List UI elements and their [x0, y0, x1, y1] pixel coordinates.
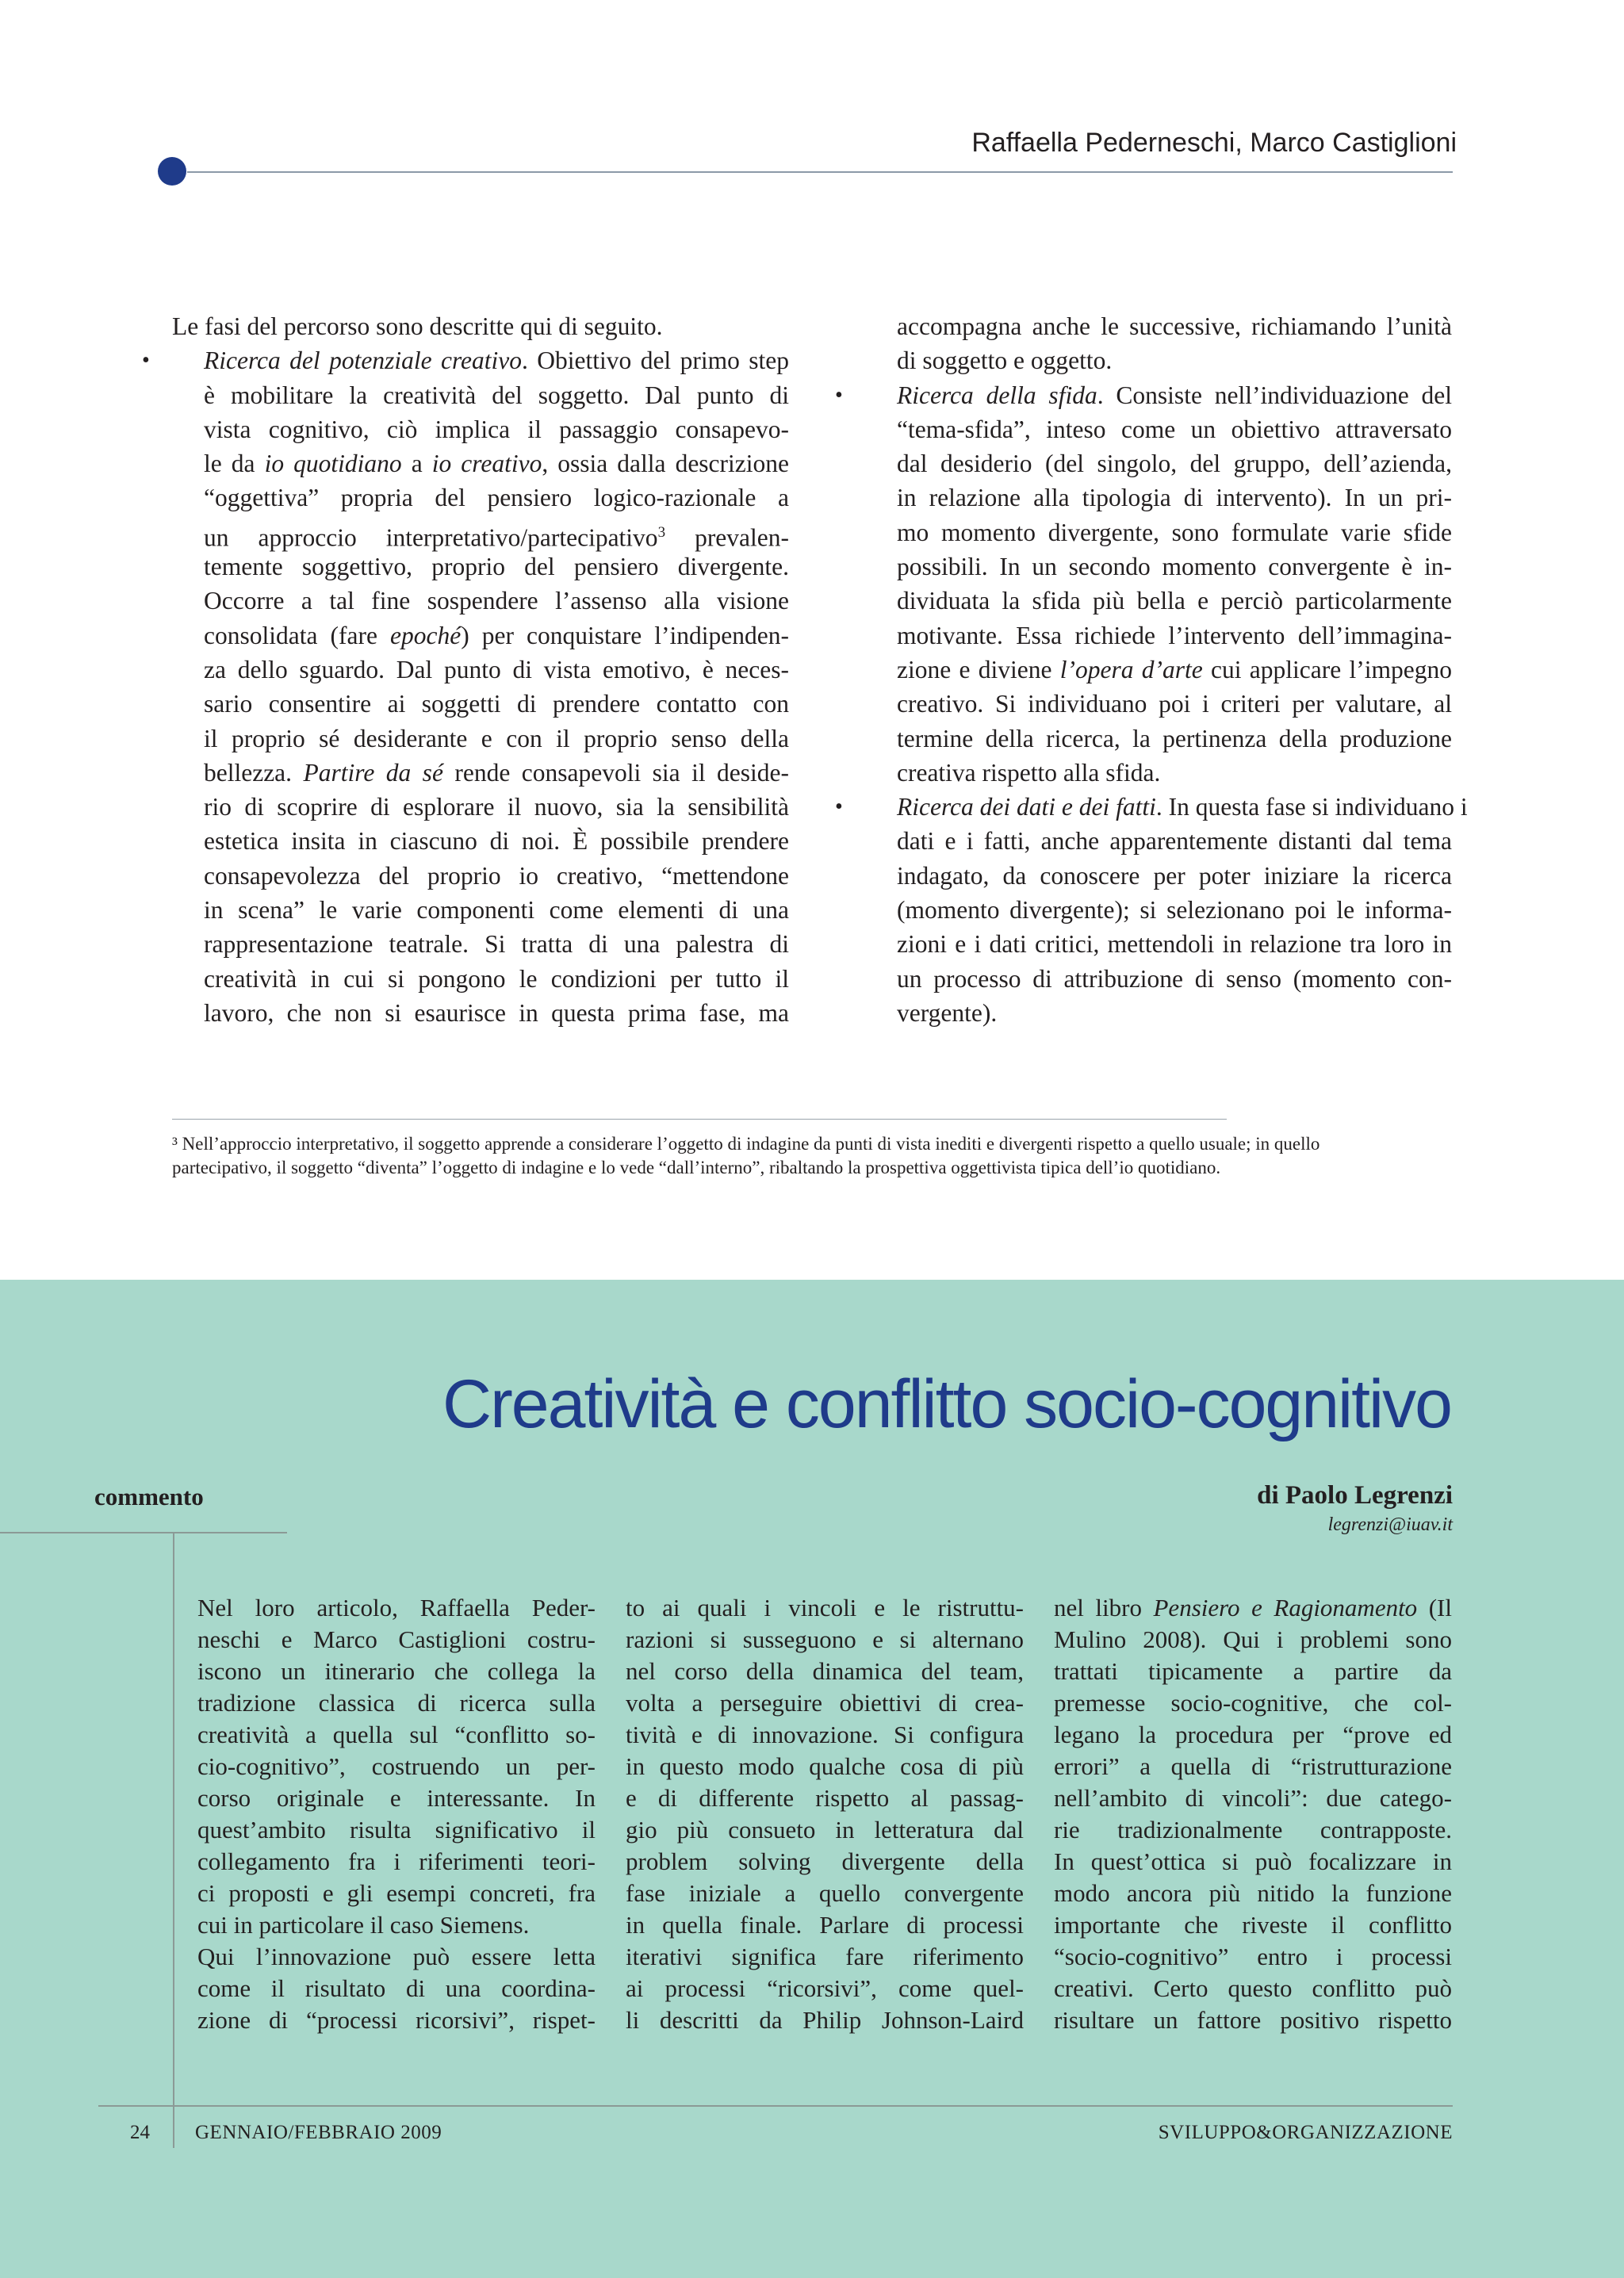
commentary-text-line: razioni si susseguono e si alternano [626, 1625, 1024, 1653]
commentary-text-line: gio più consueto in letteratura dal [626, 1816, 1024, 1843]
commentary-text-line: li descritti da Philip Johnson-Laird [626, 2006, 1024, 2034]
body-text-line: dividuata la sfida più bella e perciò particolarmente [897, 587, 1452, 615]
article-column-right [835, 309, 1468, 1030]
commentary-text-line: collegamento fra i riferimenti teori- [197, 1847, 596, 1875]
bullet-marker: • [835, 382, 843, 408]
body-text-line: “oggettiva” propria del pensiero logico-razionale a [204, 484, 789, 512]
commentary-text-line: premesse socio-cognitive, che col- [1054, 1689, 1452, 1717]
bullet-marker: • [142, 348, 150, 373]
article-column-left [142, 309, 789, 1030]
body-text-line: termine della ricerca, la pertinenza della produzione [897, 724, 1452, 752]
body-text-line: dal desiderio (del singolo, del gruppo, dell’azienda, [897, 450, 1452, 478]
commentary-text-line: nel libro Pensiero e Ragionamento (Il [1054, 1594, 1452, 1621]
commentary-text-line: creativi. Certo questo conflitto può [1054, 1974, 1452, 2002]
running-header-authors: Raffaella Pederneschi, Marco Castiglioni [971, 128, 1457, 158]
commentary-text-line: ai processi “ricorsivi”, come quel- [626, 1974, 1024, 2002]
commentary-text-line: tività e di innovazione. Si configura [626, 1721, 1024, 1748]
body-text-line: zione e diviene l’opera d’arte cui applicare l’impegno [897, 655, 1452, 683]
commentary-text-line: iscono un itinerario che collega la [197, 1657, 596, 1685]
footnote-line: ³ Nell’approccio interpretativo, il soggetto apprende a considerare l’oggetto di indagine da punti di vista inediti e divergenti rispetto a quello usuale; in quello [172, 1134, 1320, 1154]
commentary-text-line: Nel loro articolo, Raffaella Peder- [197, 1594, 596, 1621]
body-text-line: sario consentire ai soggetti di prendere contatto con [204, 690, 789, 718]
commentary-text-line: Qui l’innovazione può essere letta [197, 1943, 596, 1970]
footnote [172, 1132, 1453, 1180]
bullet-marker: • [835, 794, 843, 820]
commentary-text-line: nel corso della dinamica del team, [626, 1657, 1024, 1685]
body-text-line: è mobilitare la creatività del soggetto. Dal punto di [204, 381, 789, 409]
commentary-author-email: legrenzi@iuav.it [1327, 1514, 1453, 1535]
issue-date: GENNAIO/FEBBRAIO 2009 [195, 2122, 442, 2143]
body-text-line: motivante. Essa richiede l’intervento dell’immagina- [897, 621, 1452, 649]
page-number: 24 [130, 2122, 150, 2143]
commentary-label-rule [0, 1532, 287, 1533]
commentary-text-line: risultare un fattore positivo rispetto [1054, 2006, 1452, 2034]
commentary-text-line: corso originale e interessante. In [197, 1784, 596, 1812]
body-text-line: di soggetto e oggetto. [897, 346, 1113, 375]
commentary-text-line: in questo modo qualche cosa di più [626, 1752, 1024, 1780]
commentary-title: Creatività e conflitto socio-cognitivo [442, 1366, 1451, 1442]
commentary-text-line: creatività a quella sul “conflitto so- [197, 1721, 596, 1748]
commentary-text-line: importante che riveste il conflitto [1054, 1911, 1452, 1939]
commentary-text-line: quest’ambito risulta significativo il [197, 1816, 596, 1843]
body-text-line: Le fasi del percorso sono descritte qui di seguito. [172, 312, 663, 340]
body-text-line: bellezza. Partire da sé rende consapevoli sia il deside- [204, 758, 789, 787]
commentary-text-line: fase iniziale a quello convergente [626, 1879, 1024, 1907]
commentary-text-line: modo ancora più nitido la funzione [1054, 1879, 1452, 1907]
body-text-line: un approccio interpretativo/partecipativo$^3$ prevalen- [204, 523, 789, 552]
body-text-line: lavoro, che non si esaurisce in questa prima fase, ma [204, 998, 789, 1027]
body-text-line: il proprio sé desiderante e con il proprio senso della [204, 724, 789, 752]
body-text-line: le da io quotidiano a io creativo, ossia dalla descrizione [204, 450, 789, 478]
body-text-line: possibili. In un secondo momento convergente è in- [897, 553, 1452, 581]
commentary-text-line: to ai quali i vincoli e le ristruttu- [626, 1594, 1024, 1621]
commentary-text-line: ci proposti e gli esempi concreti, fra [197, 1879, 596, 1907]
commentary-text-line: iterativi significa fare riferimento [626, 1943, 1024, 1970]
commentary-text-line: e di differente rispetto al passag- [626, 1784, 1024, 1812]
magazine-name: SVILUPPO&ORGANIZZAZIONE [1158, 2122, 1453, 2143]
commentary-text-line: cio-cognitivo”, costruendo un per- [197, 1752, 596, 1780]
commentary-column-1 [197, 1592, 596, 2036]
commentary-text-line: nell’ambito di vincoli”: due catego- [1054, 1784, 1452, 1812]
commentary-text-line: rie tradizionalmente contrapposte. [1054, 1816, 1452, 1843]
body-text-line: creativo. Si individuano poi i criteri per valutare, al [897, 690, 1452, 718]
body-text-line: dati e i fatti, anche apparentemente distanti dal tema [897, 827, 1452, 856]
commentary-author: di Paolo Legrenzi [1257, 1481, 1453, 1510]
bullet-item-line: Ricerca dei dati e dei fatti. In questa fase si individuano i • [865, 790, 1452, 824]
body-text-line: (momento divergente); si selezionano poi le informa- [897, 896, 1452, 925]
body-text-line: estetica insita in ciascuno di noi. È possibile prendere [204, 827, 789, 856]
commentary-text-line: cui in particolare il caso Siemens. [197, 1911, 530, 1939]
header-dot-ornament [158, 157, 186, 186]
commentary-text-line: In quest’ottica si può focalizzare in [1054, 1847, 1452, 1875]
commentary-text-line: volta a perseguire obiettivi di crea- [626, 1689, 1024, 1717]
body-text-line: vista cognitivo, ciò implica il passaggio consapevo- [204, 415, 789, 443]
commentary-text-line: problem solving divergente della [626, 1847, 1024, 1875]
commentary-text-line: tradizione classica di ricerca sulla [197, 1689, 596, 1717]
bullet-item-line: Ricerca del potenziale creativo. Obiettivo del primo step • [172, 343, 789, 377]
commentary-column-2 [626, 1592, 1024, 2036]
commentary-text-line: in quella finale. Parlare di processi [626, 1911, 1024, 1939]
commentary-text-line: errori” a quella di “ristrutturazione [1054, 1752, 1452, 1780]
body-text-line: vergente). [897, 998, 998, 1027]
commentary-text-line: trattati tipicamente a partire da [1054, 1657, 1452, 1685]
body-text-line: consapevolezza del proprio io creativo, “mettendone [204, 861, 789, 890]
commentary-column-3 [1054, 1592, 1452, 2036]
body-text-line: zioni e i dati critici, mettendoli in relazione tra loro in [897, 930, 1452, 959]
body-text-line: creatività in cui si pongono le condizioni per tutto il [204, 964, 789, 993]
commentary-text-line: zione di “processi ricorsivi”, rispet- [197, 2006, 596, 2034]
body-text-line: “tema-sfida”, inteso come un obiettivo attraversato [897, 415, 1452, 443]
body-text-line: un processo di attribuzione di senso (momento con- [897, 964, 1452, 993]
commentary-text-line: Mulino 2008). Qui i problemi sono [1054, 1625, 1452, 1653]
footer-rule [98, 2105, 1453, 2107]
body-text-line: creativa rispetto alla sfida. [897, 758, 1161, 787]
footnote-rule [172, 1119, 1227, 1120]
bullet-item-line: Ricerca della sfida. Consiste nell’individuazione del • [865, 378, 1452, 412]
body-text-line: accompagna anche le successive, richiamando l’unità [897, 312, 1452, 340]
body-text-line: mo momento divergente, sono formulate varie sfide [897, 518, 1452, 546]
body-text-line: in scena” le varie componenti come elementi di una [204, 896, 789, 925]
body-text-line: Occorre a tal fine sospendere l’assenso alla visione [204, 587, 789, 615]
header-rule [187, 171, 1453, 173]
commentary-text-line: “socio-cognitivo” entro i processi [1054, 1943, 1452, 1970]
footnote-line: partecipativo, il soggetto “diventa” l’oggetto di indagine e lo vede “dall’interno”, ribaltando la prospettiva oggettivista tipica dell’io quotidiano. [172, 1158, 1221, 1177]
body-text-line: rappresentazione teatrale. Si tratta di una palestra di [204, 930, 789, 959]
commentary-text-line: come il risultato di una coordina- [197, 1974, 596, 2002]
commentary-vertical-rule [173, 1532, 174, 2148]
body-text-line: za dello sguardo. Dal punto di vista emotivo, è neces- [204, 655, 789, 683]
commentary-text-line: neschi e Marco Castiglioni costru- [197, 1625, 596, 1653]
commentary-label: commento [94, 1483, 204, 1510]
body-text-line: temente soggettivo, proprio del pensiero divergente. [204, 553, 789, 581]
body-text-line: indagato, da conoscere per poter iniziare la ricerca [897, 861, 1452, 890]
body-text-line: consolidata (fare epoché) per conquistare l’indipenden- [204, 621, 789, 649]
commentary-text-line: legano la procedura per “prove ed [1054, 1721, 1452, 1748]
body-text-line: rio di scoprire di esplorare il nuovo, sia la sensibilità [204, 793, 789, 821]
body-text-line: in relazione alla tipologia di intervento). In un pri- [897, 484, 1452, 512]
